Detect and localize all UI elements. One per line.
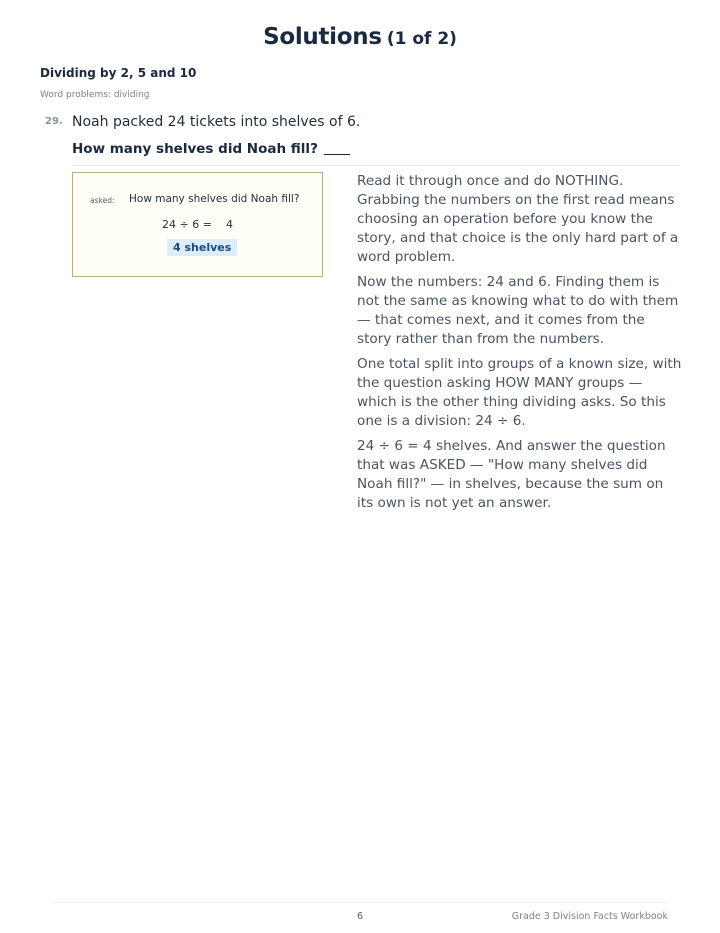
explanation-paragraph: 24 ÷ 6 = 4 shelves. And answer the question that was ASKED — "How many shelves did Noah fill?" — in shelves, because the sum on its own is not yet an answer. — [357, 438, 666, 511]
question-text: Noah packed 24 tickets into shelves of 6. — [72, 114, 361, 130]
section-title: Dividing by 2, 5 and 10 — [40, 66, 197, 80]
division-result: 4 — [226, 218, 233, 231]
footer-divider — [52, 902, 668, 903]
work-box — [72, 172, 323, 277]
section-subtitle: Word problems: dividing — [40, 90, 150, 100]
answer-badge: 4 shelves — [167, 239, 237, 256]
page-number: 6 — [357, 911, 364, 922]
question-ask-text: How many shelves did Noah fill? — [72, 141, 318, 157]
asked-question: How many shelves did Noah fill? — [129, 193, 300, 205]
explanation — [357, 172, 682, 519]
explanation-paragraph: One total split into groups of a known size, with the question asking HOW MANY groups — which is the other thing dividing asks. So this one is a division: 24 ÷ 6. — [357, 356, 682, 429]
division-expression: 24 ÷ 6 = — [162, 218, 212, 231]
page-title — [0, 24, 720, 50]
explanation-paragraph: Read it through once and do NOTHING. Grabbing the numbers on the first read means choosing an operation before you know the story, and that choice is the only hard part of a word problem. — [357, 173, 679, 265]
question-ask — [72, 141, 350, 157]
question-number: 29. — [45, 116, 63, 127]
page-indicator: (1 of 2) — [386, 29, 457, 49]
asked-label: asked: — [90, 196, 115, 205]
divider — [72, 165, 680, 166]
book-title: Grade 3 Division Facts Workbook — [511, 911, 668, 922]
answer-blank — [324, 154, 350, 155]
page-title-text: Solutions — [263, 24, 382, 50]
explanation-paragraph: Now the numbers: 24 and 6. Finding them is not the same as knowing what to do with them — that comes next, and it comes from the story rather than from the numbers. — [357, 274, 679, 347]
